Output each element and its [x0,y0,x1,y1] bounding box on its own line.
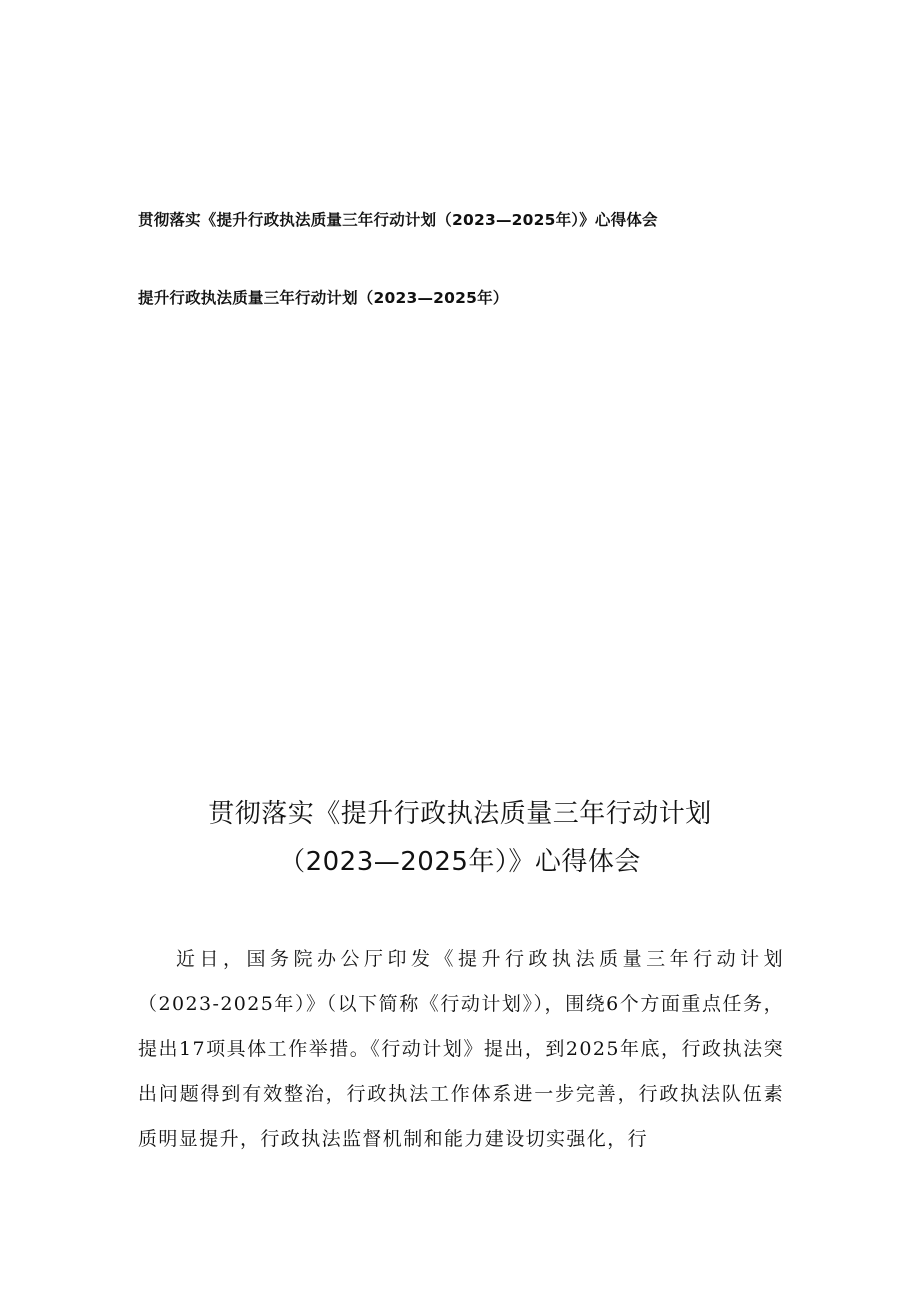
document-title-line-1: 贯彻落实《提升行政执法质量三年行动计划 [208,799,712,829]
document-title-line-2: （2023—2025年）》心得体会 [279,847,641,877]
table-of-contents [138,208,838,310]
document-title [110,790,810,886]
body-paragraph: 近日，国务院办公厅印发《提升行政执法质量三年行动计划（2023-2025年）》（以下简称《行动计划》），围绕6个方面重点任务，提出17项具体工作举措。《行动计划》提出，到2025年底，行政执法突出问题得到有效整治，行政执法工作体系进一步完善，行政执法队伍素质明显提升，行政执法监督机制和能力建设切实强化，行 [138,948,784,1150]
toc-entry-action-plan: 提升行政执法质量三年行动计划（2023—2025年） [138,289,509,307]
toc-entry-reflection: 贯彻落实《提升行政执法质量三年行动计划（2023—2025年）》心得体会 [138,211,658,229]
